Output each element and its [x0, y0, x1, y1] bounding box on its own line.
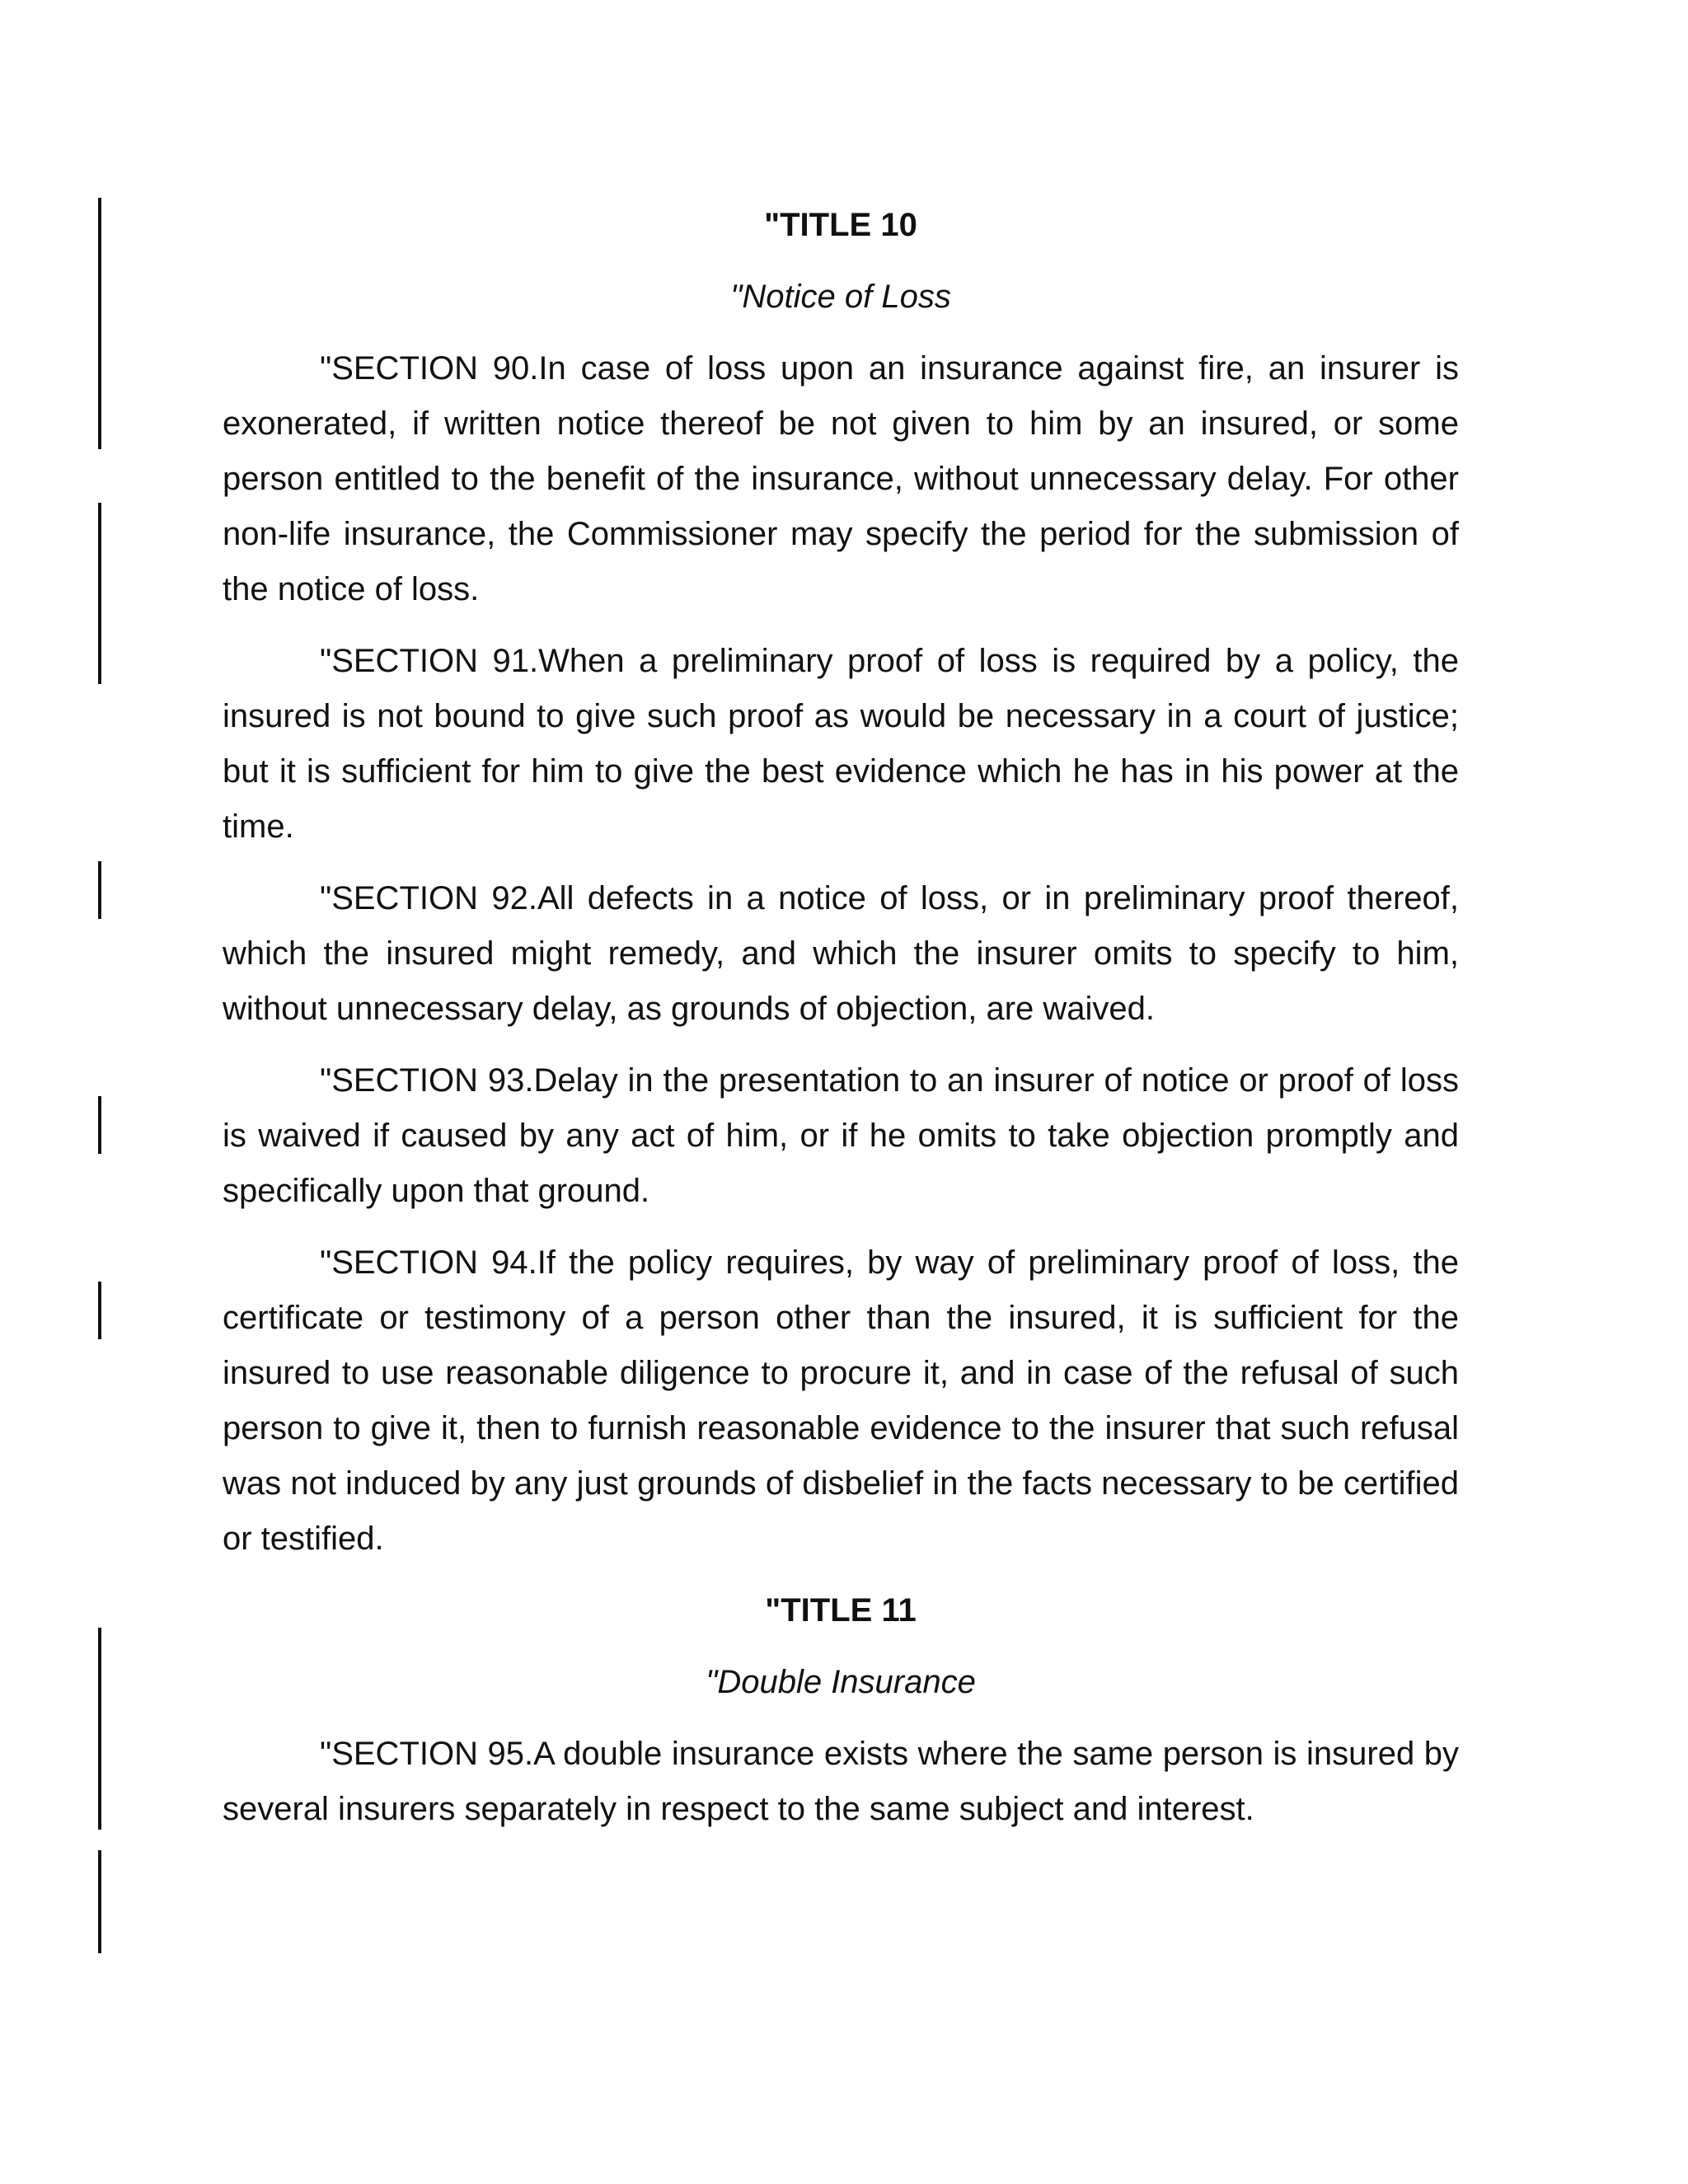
section-91-text: When a preliminary proof of loss is required by a policy, the insured is not bound to give such proof as would be necessary in a court of justice; but it is sufficient for him to give the best evidence which he has in his power at the time. — [223, 643, 1459, 845]
section-90-text: In case of loss upon an insurance against fire, an insurer is exonerated, if written notice thereof be not given to him by an insured, or some person entitled to the benefit of the insurance, without unnecessary delay. For other non-life insurance, the Commissioner may specify the period for the submission of the notice of loss. — [223, 350, 1459, 607]
section-95 — [223, 1727, 1459, 1837]
section-95-label: "SECTION 95. — [320, 1736, 534, 1772]
change-bar — [98, 198, 101, 449]
change-bar — [98, 1096, 101, 1154]
change-bar — [98, 1850, 101, 1953]
title-11-subheading: "Double Insurance — [706, 1664, 976, 1700]
section-92 — [223, 871, 1459, 1037]
change-bar — [98, 1628, 101, 1830]
section-94-label: "SECTION 94. — [320, 1244, 537, 1281]
section-93-text: Delay in the presentation to an insurer of notice or proof of loss is waived if caused by any act of him, or if he omits to take objection promptly and specifically upon that ground. — [223, 1062, 1459, 1209]
section-92-text: All defects in a notice of loss, or in preliminary proof thereof, which the insured might remedy, and which the insurer omits to specify to him, without unnecessary delay, as grounds of objection, are waived. — [223, 880, 1459, 1027]
document-body — [223, 198, 1459, 1837]
change-bar — [98, 1282, 101, 1339]
title-10-heading: "TITLE 10 — [764, 207, 917, 243]
section-92-label: "SECTION 92. — [320, 880, 537, 916]
section-90-label: "SECTION 90. — [320, 350, 539, 387]
section-95-text: A double insurance exists where the same person is insured by several insurers separately in respect to the same subject and interest. — [223, 1736, 1459, 1827]
section-93-label: "SECTION 93. — [320, 1062, 534, 1099]
title-10-subheading: "Notice of Loss — [730, 279, 951, 315]
section-94 — [223, 1235, 1459, 1567]
section-94-text: If the policy requires, by way of preliminary proof of loss, the certificate or testimony of a person other than the insured, it is sufficient for the insured to use reasonable diligence to procure it, and in case of the refusal of such person to give it, then to furnish reasonable evidence to the insurer that such refusal was not induced by any just grounds of disbelief in the facts necessary to be certified or testified. — [223, 1244, 1459, 1557]
section-93 — [223, 1053, 1459, 1219]
section-91 — [223, 634, 1459, 855]
section-90 — [223, 341, 1459, 617]
section-91-label: "SECTION 91. — [320, 643, 539, 679]
change-bar — [98, 861, 101, 919]
title-11-heading: "TITLE 11 — [765, 1592, 917, 1629]
change-bar — [98, 503, 101, 684]
